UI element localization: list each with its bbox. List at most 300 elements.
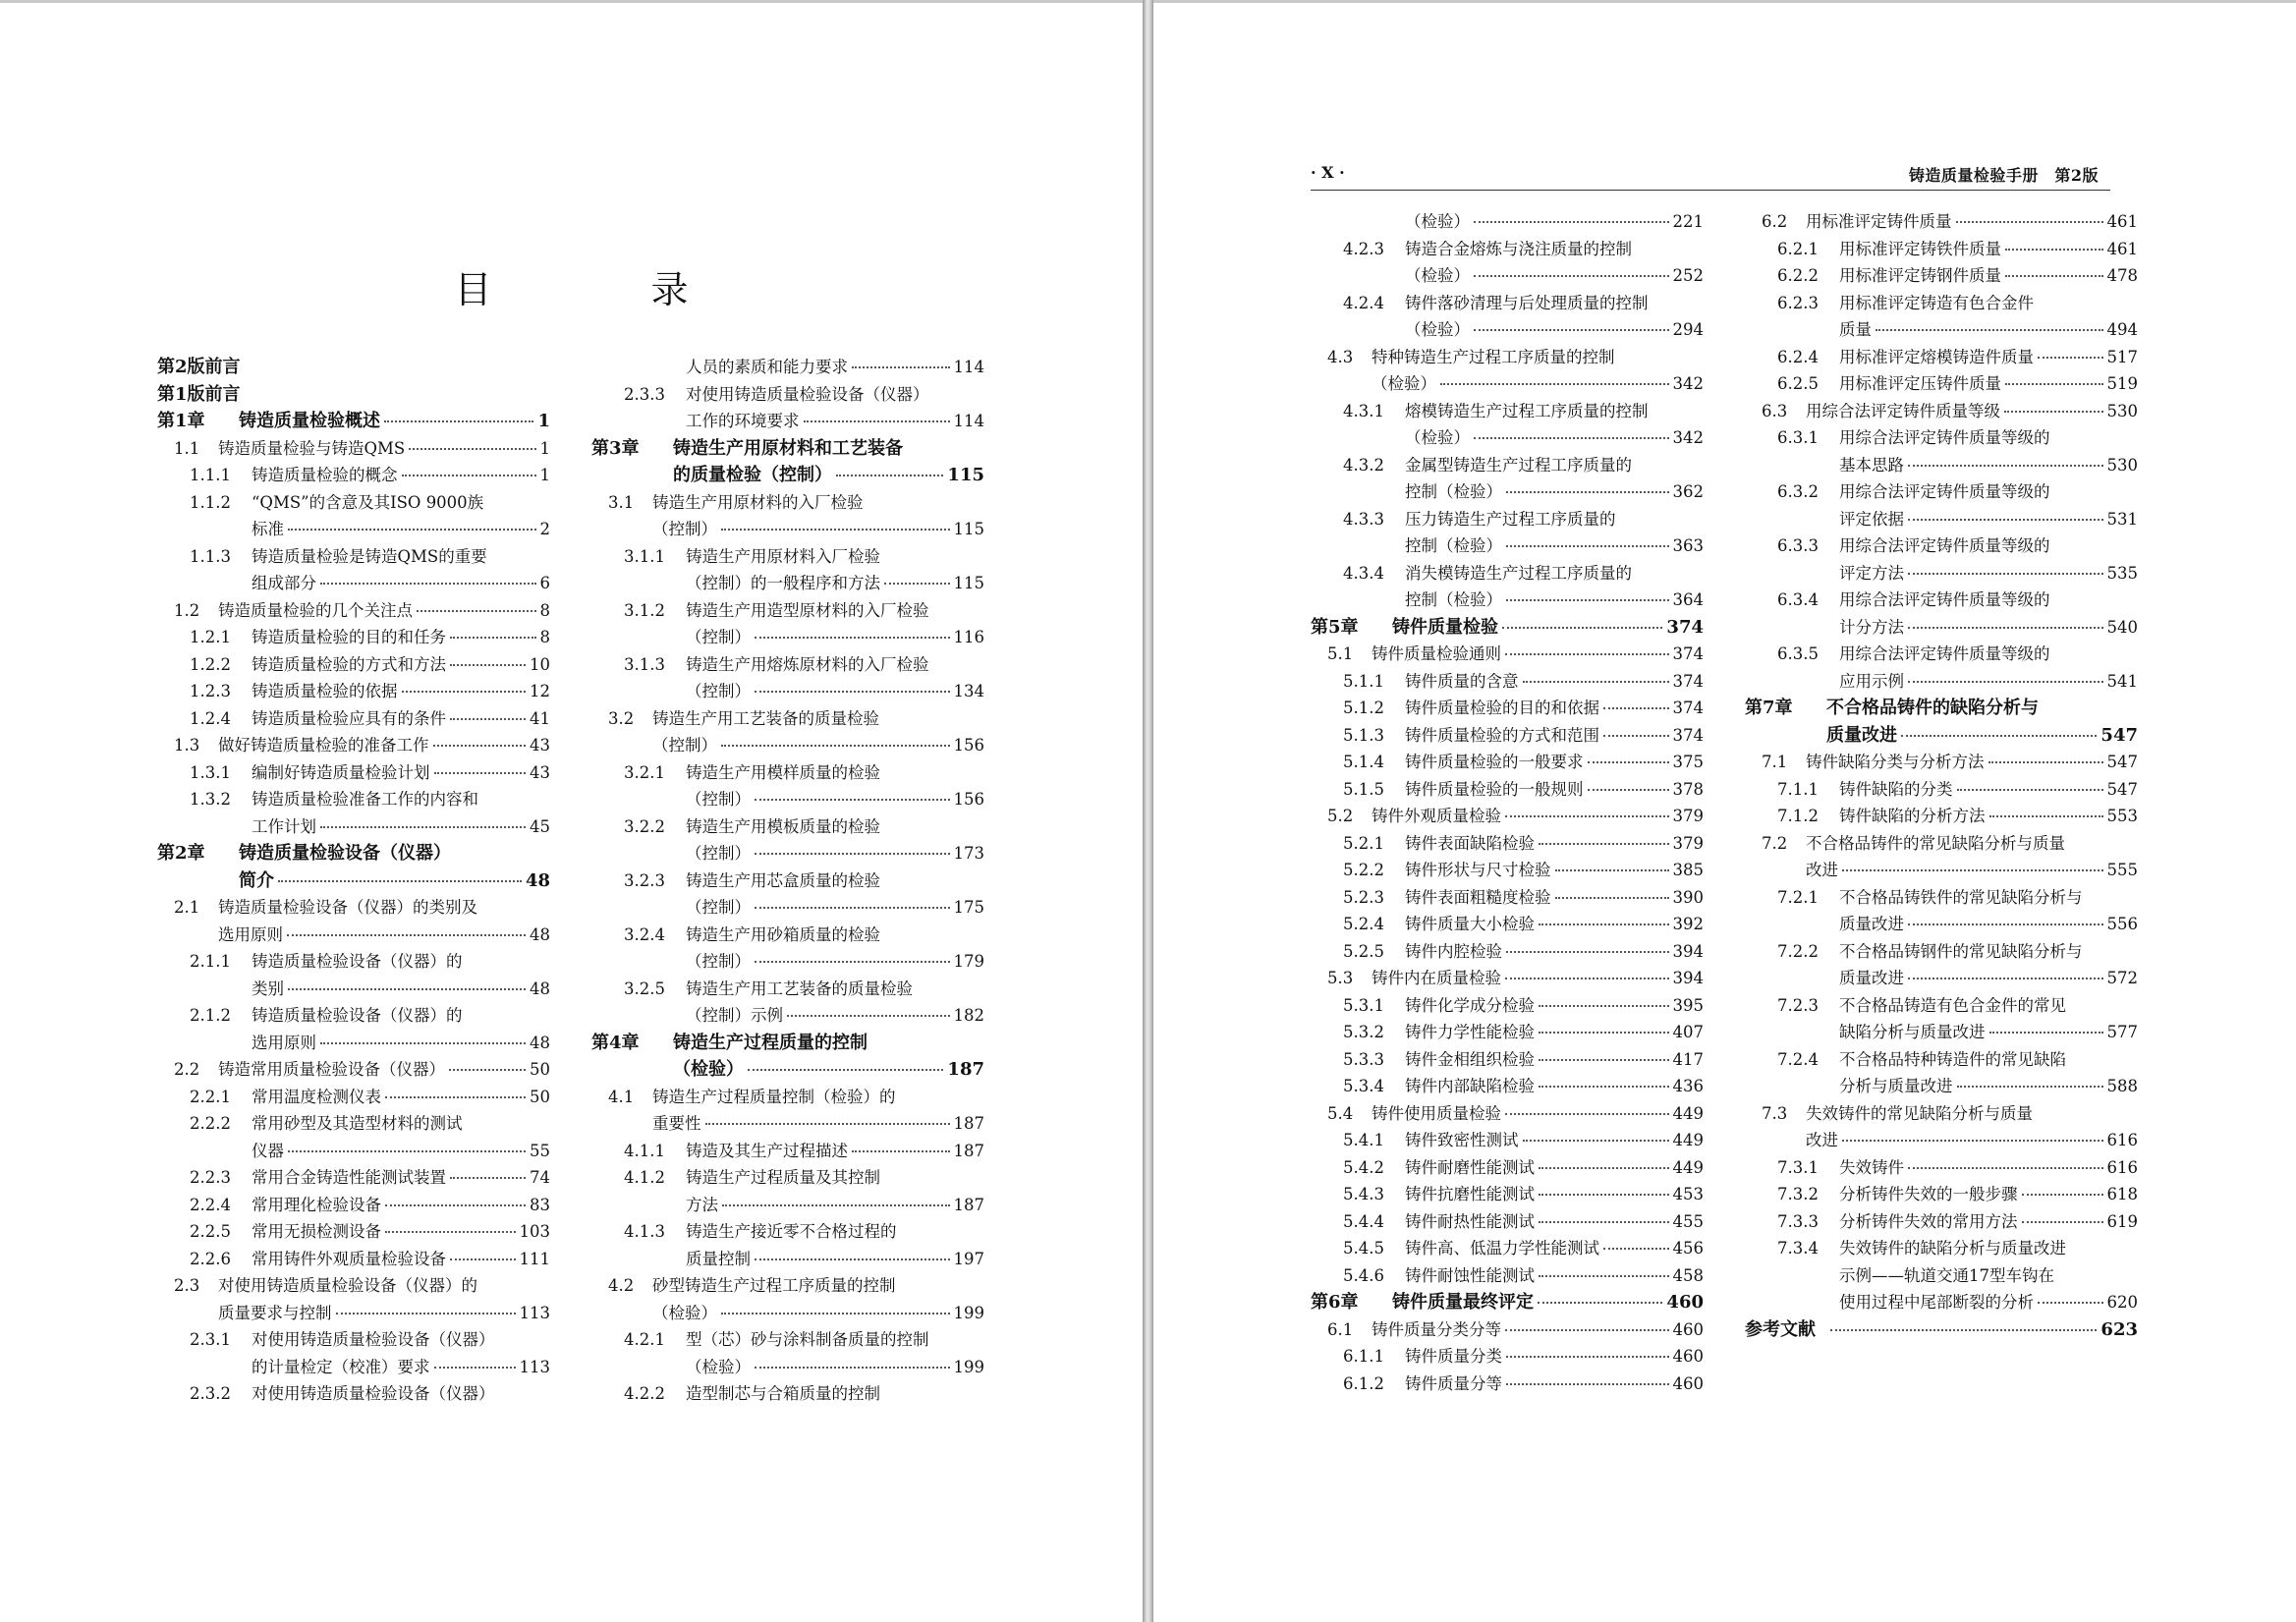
toc-entry	[1311, 668, 1704, 696]
toc-entry-title: 铸件质量检验的一般规则	[1405, 779, 1584, 799]
dot-leader	[1876, 328, 2103, 331]
toc-entry-title: 失效铸件的常见缺陷分析与质量	[1806, 1103, 2033, 1123]
toc-entry-body	[252, 1110, 550, 1138]
toc-entry	[1311, 478, 1704, 506]
toc-entry-title: 改进	[1806, 1131, 1838, 1149]
toc-entry	[1311, 884, 1704, 912]
toc-entry	[1311, 749, 1704, 776]
toc-entry	[157, 1030, 550, 1057]
dot-leader	[1988, 760, 2103, 763]
toc-entry-title: 金属型铸造生产过程工序质量的	[1405, 455, 1632, 475]
toc-entry-body	[1826, 1316, 2138, 1344]
toc-entry-title: 失效铸件的缺陷分析与质量改进	[1839, 1239, 2066, 1258]
toc-entry-body	[252, 678, 550, 705]
toc-entry-title: 铸件高、低温力学性能测试	[1405, 1239, 1599, 1258]
toc-entry-body	[1405, 262, 1704, 290]
toc-entry	[157, 1354, 550, 1381]
toc-entry-title: 质量改进	[1826, 724, 1897, 746]
toc-entry-number: 3.2.2	[624, 816, 665, 836]
toc-entry-title: （控制）示例	[686, 1006, 783, 1025]
toc-entry-body	[252, 759, 550, 787]
toc-entry-title: 缺陷分析与质量改进	[1839, 1023, 1986, 1041]
toc-entry-number: 4.2	[608, 1276, 635, 1295]
toc-entry-title: 铸件耐热性能测试	[1405, 1211, 1535, 1231]
toc-entry-page: 252	[1672, 266, 1704, 285]
dot-leader	[1603, 734, 1669, 737]
toc-entry	[157, 1272, 550, 1300]
toc-entry-number: 6.3.4	[1777, 590, 1819, 609]
dot-leader	[320, 825, 526, 828]
toc-entry	[157, 1380, 550, 1408]
toc-entry-body	[1405, 722, 1704, 750]
toc-entry-number: 5.3.1	[1343, 995, 1384, 1015]
toc-entry	[591, 1084, 984, 1111]
toc-entry-title: 仪器	[252, 1141, 284, 1160]
toc-entry-page: 294	[1672, 320, 1704, 339]
toc-entry-number: 3.1.3	[624, 654, 665, 674]
toc-entry-title: 铸造生产用原材料入厂检验	[686, 546, 880, 566]
toc-entry-title: 铸造质量检验设备（仪器）	[239, 843, 451, 864]
toc-entry	[1311, 344, 1704, 371]
toc-entry-title: 控制（检验）	[1405, 482, 1502, 501]
toc-entry	[1311, 1127, 1704, 1154]
toc-entry-page: 530	[2106, 401, 2138, 420]
toc-entry-number: 1.2.1	[190, 628, 231, 646]
toc-entry-number: 5.2.1	[1343, 833, 1384, 853]
toc-entry-number: 5.1.5	[1343, 779, 1384, 799]
dot-leader	[748, 1068, 943, 1071]
toc-entry-body	[1405, 830, 1704, 858]
toc-entry-page: 187	[947, 1059, 984, 1080]
dot-leader	[1908, 626, 2103, 629]
toc-entry-title: 铸造生产过程质量及其控制	[686, 1168, 880, 1187]
toc-entry-title: 铸件化学成分检验	[1405, 995, 1535, 1015]
toc-entry	[1745, 803, 2138, 830]
toc-entry-body	[252, 543, 550, 571]
toc-entry	[1311, 1289, 1704, 1316]
dot-leader	[1539, 1220, 1669, 1223]
toc-entry-title: （控制）	[652, 736, 717, 755]
dot-leader	[288, 987, 526, 990]
toc-entry-title: 评定依据	[1839, 509, 1904, 529]
toc-entry-page: 342	[1672, 374, 1704, 393]
toc-entry	[1311, 1316, 1704, 1344]
toc-entry-title: 对使用铸造质量检验设备（仪器）	[252, 1384, 495, 1403]
toc-entry-body	[1405, 1208, 1704, 1236]
dot-leader	[320, 582, 536, 585]
toc-entry-number: 6.2.2	[1777, 266, 1819, 285]
toc-entry-number: 5.2.5	[1343, 941, 1384, 961]
toc-entry-title: 压力铸造生产过程工序质量的	[1405, 509, 1616, 529]
toc-entry-title: 示例——轨道交通17型车钩在	[1839, 1265, 2054, 1285]
toc-entry-body	[686, 1218, 984, 1246]
toc-entry-body	[1405, 857, 1704, 884]
toc-entry-body	[686, 759, 984, 787]
toc-entry-page: 541	[2106, 671, 2138, 691]
toc-entry-page: 436	[1672, 1077, 1704, 1095]
toc-entry-number: 3.2.5	[624, 979, 665, 998]
toc-entry-body	[1405, 1235, 1704, 1262]
dot-leader	[2005, 248, 2103, 251]
toc-entry-page: 187	[953, 1141, 984, 1160]
toc-entry-title: 标准	[252, 520, 284, 538]
toc-entry	[1311, 1262, 1704, 1290]
toc-entry-body	[652, 732, 984, 759]
toc-entry	[1311, 695, 1704, 722]
toc-entry-number: 7.2.3	[1777, 995, 1819, 1015]
toc-entry-page: 374	[1672, 725, 1704, 745]
toc-entry	[1745, 992, 2138, 1020]
toc-entry	[591, 976, 984, 1003]
toc-entry-number: 第5章	[1311, 616, 1359, 638]
toc-entry-title: 常用温度检测仪表	[252, 1087, 381, 1106]
toc-entry-page: 41	[530, 708, 550, 728]
toc-entry	[1311, 1370, 1704, 1398]
book-title: 铸造质量检验手册 第2版	[1908, 166, 2099, 185]
toc-entry	[1745, 695, 2138, 722]
toc-entry-title: 铸件缺陷的分析方法	[1839, 807, 1986, 825]
toc-entry-title: 铸造生产用工艺装备的质量检验	[686, 979, 913, 998]
toc-entry-number: 第1版前言	[157, 383, 241, 405]
dot-leader	[884, 582, 950, 585]
dot-leader	[1603, 706, 1669, 709]
toc-entry-number: 6.1.2	[1343, 1373, 1384, 1393]
document-page-right	[1153, 3, 2296, 1622]
toc-entry-title: （控制）	[686, 628, 751, 646]
toc-column-right-2	[1745, 208, 2138, 1343]
toc-entry	[1745, 884, 2138, 912]
toc-entry-body	[252, 1326, 550, 1354]
toc-entry-page: 374	[1666, 616, 1704, 638]
toc-entry-title: （检验）	[1405, 266, 1470, 285]
running-header	[1311, 160, 2110, 191]
toc-entry-page: 390	[1672, 887, 1704, 907]
toc-entry-body	[1405, 398, 1704, 425]
dot-leader	[1539, 1058, 1669, 1061]
toc-entry-page: 12	[530, 682, 550, 700]
toc-entry-body	[686, 1380, 984, 1408]
toc-entry	[591, 381, 984, 409]
toc-entry-title: （控制）的一般程序和方法	[686, 574, 880, 592]
toc-entry-title: （控制）	[686, 790, 751, 809]
toc-entry-page: 74	[530, 1168, 550, 1187]
dot-leader	[804, 419, 950, 422]
toc-entry-title: 质量改进	[1839, 969, 1904, 987]
toc-entry-page: 375	[1672, 753, 1704, 771]
toc-entry-title: 使用过程中尾部断裂的分析	[1839, 1293, 2034, 1312]
toc-entry-number: 7.2	[1762, 833, 1788, 853]
dot-leader	[705, 1122, 950, 1125]
dot-leader	[1957, 788, 2103, 791]
toc-entry-page: 362	[1672, 482, 1704, 501]
toc-entry	[1311, 424, 1704, 452]
toc-entry-page: 547	[2106, 753, 2138, 771]
toc-entry-title: 对使用铸造质量检验设备（仪器）	[252, 1330, 495, 1349]
toc-entry	[1311, 1100, 1704, 1128]
toc-entry	[591, 1246, 984, 1273]
toc-entry-body	[686, 948, 984, 976]
toc-entry	[1311, 722, 1704, 750]
toc-entry	[1745, 316, 2138, 344]
toc-entry-number: 2.2	[174, 1060, 200, 1079]
dot-leader	[1901, 734, 2097, 737]
toc-entry	[591, 1110, 984, 1138]
toc-entry-title: 应用示例	[1839, 671, 1904, 691]
dot-leader	[755, 636, 950, 639]
toc-entry-number: 4.1.3	[624, 1222, 665, 1241]
toc-entry-body	[1405, 1019, 1704, 1046]
toc-entry	[1745, 532, 2138, 560]
toc-entry-page: 55	[530, 1141, 550, 1160]
toc-entry	[591, 1326, 984, 1354]
toc-entry	[591, 1354, 984, 1381]
toc-entry	[591, 1056, 984, 1084]
toc-entry	[1745, 344, 2138, 371]
toc-entry-title: 铸造质量检验设备（仪器）的	[252, 952, 463, 971]
toc-entry-number: 5.3	[1327, 969, 1354, 987]
toc-entry-title: 铸件内腔检验	[1405, 941, 1502, 961]
toc-entry-title: （控制）	[686, 844, 751, 863]
toc-entry	[591, 840, 984, 867]
dot-leader	[1539, 1166, 1669, 1169]
toc-entry-number: 2.2.2	[190, 1114, 231, 1133]
toc-entry	[1745, 398, 2138, 425]
toc-entry-title: 铸件质量的含意	[1405, 671, 1519, 691]
toc-entry-title: 铸造质量检验的概念	[252, 466, 398, 484]
toc-entry-number: 6.3	[1762, 401, 1788, 420]
toc-entry-title: 铸件缺陷分类与分析方法	[1806, 753, 1985, 771]
toc-entry-title: 人员的素质和能力要求	[686, 358, 848, 376]
toc-entry-title: 分析与质量改进	[1839, 1077, 1953, 1095]
toc-entry-body	[252, 1138, 550, 1165]
dot-leader	[1539, 1274, 1669, 1277]
toc-entry-page: 221	[1672, 212, 1704, 231]
toc-entry-body	[1405, 1154, 1704, 1182]
dot-leader	[1989, 814, 2103, 817]
toc-entry-number: 4.1	[608, 1087, 635, 1106]
toc-entry-page: 395	[1672, 995, 1704, 1015]
dot-leader	[320, 1041, 526, 1044]
dot-leader	[1505, 1328, 1669, 1331]
toc-entry-body	[652, 516, 984, 543]
toc-entry	[1745, 1127, 2138, 1154]
toc-entry-title: 质量	[1839, 320, 1872, 339]
dot-leader	[402, 474, 536, 476]
toc-entry-page: 116	[953, 628, 984, 646]
toc-entry-body	[218, 732, 550, 759]
toc-entry-title: 铸造质量检验的方式和方法	[252, 654, 446, 674]
toc-entry-title: 铸造质量检验的依据	[252, 682, 398, 700]
toc-entry-body	[1839, 236, 2138, 263]
toc-entry	[591, 922, 984, 949]
toc-entry-number: 7.3.2	[1777, 1185, 1819, 1203]
dot-leader	[1506, 950, 1669, 953]
toc-entry-number: 5.4.4	[1343, 1211, 1384, 1231]
toc-entry-number: 3.1.1	[624, 546, 665, 566]
toc-entry-body	[1839, 316, 2138, 344]
toc-entry-number: 5.1	[1327, 644, 1354, 663]
toc-entry-page: 392	[1672, 915, 1704, 933]
toc-entry-number: 1.2.3	[190, 682, 231, 700]
toc-entry-body	[686, 840, 984, 867]
dot-leader	[1539, 1004, 1669, 1007]
toc-entry-title: “QMS”的含意及其ISO 9000族	[252, 492, 484, 512]
toc-entry	[157, 705, 550, 733]
toc-entry-page: 45	[530, 816, 550, 836]
toc-entry-body	[252, 516, 550, 543]
toc-entry-title: 用标准评定压铸件质量	[1839, 374, 2001, 393]
toc-entry-title: 铸造生产用工艺装备的质量检验	[652, 708, 879, 728]
toc-entry-body	[1839, 965, 2138, 992]
toc-column-left-1	[157, 354, 550, 1408]
toc-entry-body	[686, 1246, 984, 1273]
toc-entry-body	[1839, 1073, 2138, 1100]
toc-entry	[591, 1138, 984, 1165]
dot-leader	[384, 419, 533, 422]
toc-entry-body	[1839, 506, 2138, 533]
toc-entry	[1311, 236, 1704, 263]
toc-entry-page: 378	[1672, 779, 1704, 799]
toc-entry-number: 第2章	[157, 843, 205, 864]
toc-entry	[157, 1246, 550, 1273]
toc-entry-title: 控制（检验）	[1405, 590, 1502, 609]
dot-leader	[1506, 598, 1669, 601]
toc-entry-page: 531	[2106, 509, 2138, 529]
toc-entry-title: 铸造质量检验概述	[239, 411, 380, 431]
toc-entry-body	[1839, 1289, 2138, 1316]
toc-entry-number: 4.2.2	[624, 1384, 665, 1403]
toc-entry-number: 7.2.2	[1777, 941, 1819, 961]
toc-entry-title: 铸件质量分类	[1405, 1347, 1502, 1366]
toc-entry-number: 参考文献	[1745, 1318, 1816, 1340]
toc-entry	[1311, 1235, 1704, 1262]
toc-entry	[157, 624, 550, 651]
dot-leader	[1842, 1139, 2103, 1142]
toc-entry-page: 6	[539, 574, 550, 592]
toc-entry-title: 分析铸件失效的一般步骤	[1839, 1185, 2018, 1203]
toc-entry-number: 6.2.4	[1777, 347, 1819, 366]
toc-entry-page: 173	[953, 844, 984, 863]
toc-entry-title: 不合格品特种铸造件的常见缺陷	[1839, 1049, 2066, 1069]
toc-entry	[157, 1002, 550, 1030]
toc-entry-page: 182	[953, 1006, 984, 1025]
toc-entry-body	[1839, 1208, 2138, 1236]
toc-entry	[157, 408, 550, 435]
toc-entry-page: 519	[2106, 374, 2138, 393]
toc-entry-body	[218, 435, 550, 463]
dot-leader	[836, 474, 943, 476]
dot-leader	[1505, 1112, 1669, 1115]
toc-entry	[157, 840, 550, 867]
toc-entry	[1311, 992, 1704, 1020]
toc-entry-title: 常用铸件外观质量检验设备	[252, 1249, 446, 1268]
dot-leader	[721, 1312, 950, 1314]
toc-entry-page: 50	[530, 1060, 550, 1079]
toc-entry-title: 用标准评定铸钢件质量	[1839, 266, 2001, 285]
toc-entry-number: 1.1	[174, 438, 200, 458]
toc-entry-title: 铸造生产接近零不合格过程的	[686, 1222, 897, 1241]
dot-leader	[1555, 868, 1669, 871]
toc-entry-page: 187	[953, 1195, 984, 1214]
toc-entry-body	[1405, 532, 1704, 560]
toc-entry-number: 7.2.4	[1777, 1049, 1819, 1069]
toc-entry-page: 517	[2106, 347, 2138, 366]
dot-leader	[2022, 1220, 2103, 1223]
toc-entry	[1311, 614, 1704, 642]
toc-entry-body	[1806, 830, 2138, 858]
dot-leader	[450, 1176, 526, 1179]
toc-entry-body	[1392, 1289, 1704, 1316]
toc-entry-number: 2.1	[174, 898, 200, 917]
toc-entry-body	[1405, 668, 1704, 696]
toc-entry-body	[1405, 587, 1704, 614]
toc-entry	[1311, 911, 1704, 938]
toc-entry-page: 547	[2100, 724, 2138, 746]
toc-entry	[157, 948, 550, 976]
toc-entry-title: 铸造生产用原材料和工艺装备	[673, 437, 903, 459]
toc-entry-number: 1.3.2	[190, 790, 231, 809]
toc-entry-body	[1839, 1154, 2138, 1182]
toc-entry-body	[1405, 1181, 1704, 1208]
toc-entry-page: 364	[1672, 590, 1704, 609]
toc-entry-page: 458	[1672, 1265, 1704, 1285]
toc-entry-number: 7.3.4	[1777, 1239, 1819, 1258]
toc-entry	[1745, 208, 2138, 236]
toc-entry	[157, 597, 550, 625]
toc-entry-title: 常用无损检测设备	[252, 1222, 381, 1241]
toc-entry	[591, 732, 984, 759]
toc-entry-page: 461	[2106, 212, 2138, 231]
toc-entry	[591, 435, 984, 463]
toc-entry	[1745, 1262, 2138, 1290]
toc-entry-title: 对使用铸造质量检验设备（仪器）	[686, 384, 929, 404]
toc-entry-number: 5.4.5	[1343, 1239, 1384, 1258]
toc-entry	[591, 678, 984, 705]
dot-leader	[755, 798, 950, 801]
toc-entry-page: 449	[1672, 1131, 1704, 1149]
toc-entry-body	[1839, 668, 2138, 696]
toc-entry	[1745, 722, 2138, 750]
toc-entry-body	[1405, 749, 1704, 776]
toc-entry-number: 2.3.1	[190, 1330, 231, 1349]
dot-leader	[787, 1014, 950, 1017]
dot-leader	[2004, 410, 2103, 413]
toc-entry	[591, 462, 984, 489]
toc-entry	[1745, 262, 2138, 290]
toc-entry-title: 不合格品铸件的常见缺陷分析与质量	[1806, 833, 2065, 853]
toc-entry-number: 6.3.1	[1777, 428, 1819, 447]
toc-entry-title: 铸件使用质量检验	[1372, 1103, 1501, 1123]
toc-entry-title: 用标准评定铸铁件质量	[1839, 239, 2001, 258]
toc-entry-number: 1.1.3	[190, 546, 231, 566]
toc-entry-body	[1839, 1046, 2138, 1074]
toc-entry	[1311, 1073, 1704, 1100]
toc-entry-body	[1839, 803, 2138, 830]
dot-leader	[2038, 356, 2103, 359]
toc-entry	[157, 570, 550, 597]
toc-entry-body	[252, 489, 550, 517]
toc-entry-body	[252, 1002, 550, 1030]
toc-entry-title: 选用原则	[252, 1033, 316, 1052]
toc-entry	[1311, 641, 1704, 668]
toc-entry-page: 48	[530, 924, 550, 944]
toc-entry	[157, 489, 550, 517]
toc-entry	[591, 894, 984, 922]
toc-entry-page: 48	[530, 979, 550, 998]
toc-entry-body	[673, 435, 984, 463]
toc-entry-body	[1839, 560, 2138, 587]
toc-entry-number: 6.3.2	[1777, 482, 1819, 501]
